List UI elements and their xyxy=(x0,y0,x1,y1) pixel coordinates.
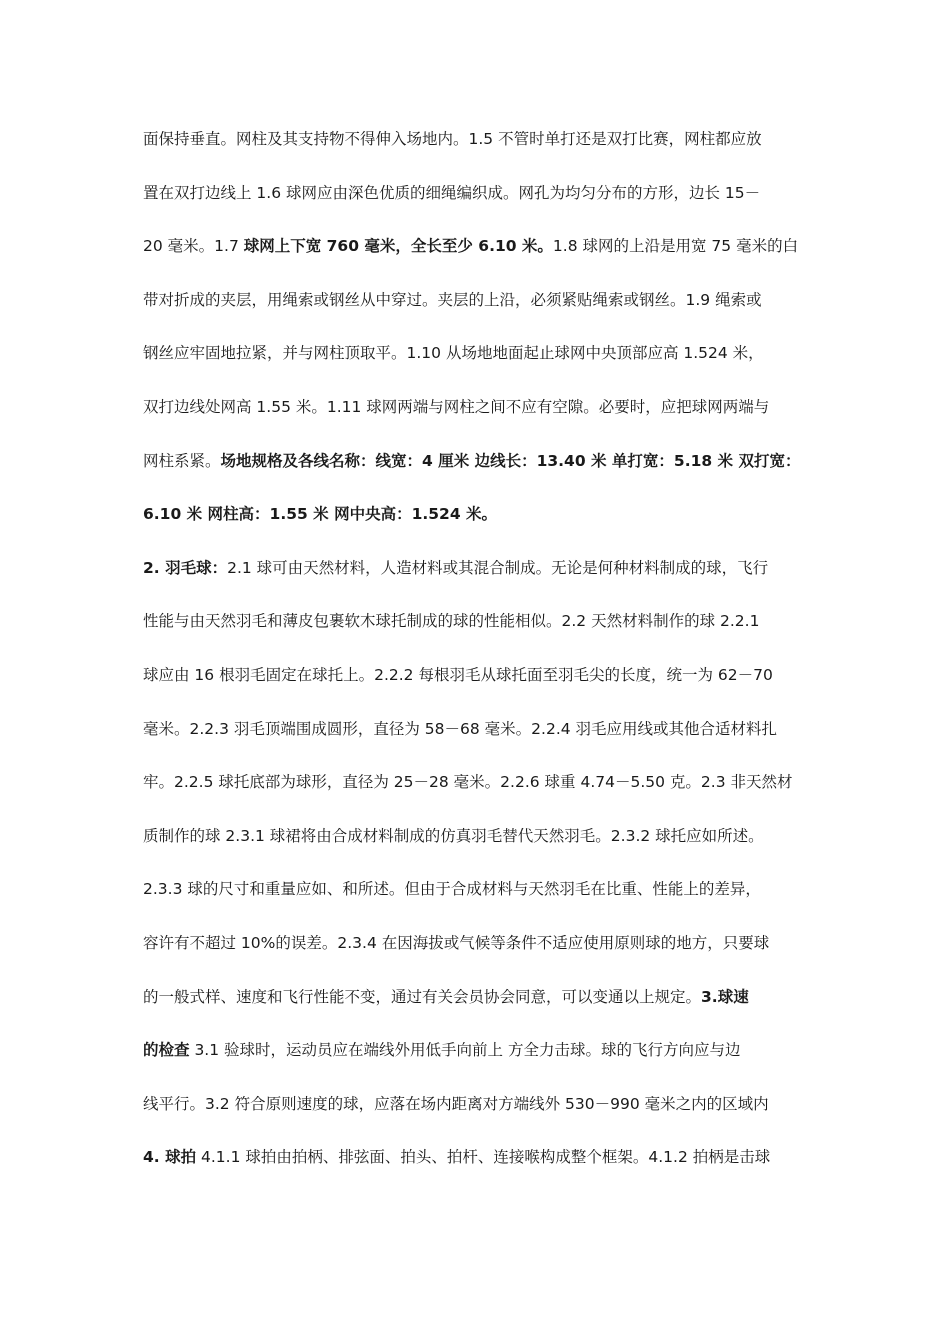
text-run: 性能与由天然羽毛和薄皮包裹软木球托制成的球的性能相似。2.2 天然材料制作的球 2.2.1 xyxy=(143,612,760,630)
bold-text-run: 2. 羽毛球： xyxy=(143,559,228,577)
text-line xyxy=(143,127,823,151)
text-run: 面保持垂直。网柱及其支持物不得伸入场地内。1.5 不管时单打还是双打比赛，网柱都应放 xyxy=(143,130,762,148)
text-line xyxy=(143,449,823,473)
text-line xyxy=(143,341,823,365)
text-line xyxy=(143,877,823,901)
text-line xyxy=(143,663,823,687)
text-line xyxy=(143,824,823,848)
text-line xyxy=(143,1038,823,1062)
text-run: 质制作的球 2.3.1 球裙将由合成材料制成的仿真羽毛替代天然羽毛。2.3.2 球托应如所述。 xyxy=(143,827,764,845)
text-run: 容许有不超过 10%的误差。2.3.4 在因海拔或气候等条件不适应使用原则球的地方，只要球 xyxy=(143,934,770,952)
text-line xyxy=(143,717,823,741)
bold-text-run: 球网上下宽 760 毫米，全长至少 6.10 米。 xyxy=(243,237,553,255)
text-line xyxy=(143,181,823,205)
bold-text-run: 场地规格及各线名称：线宽：4 厘米 边线长：13.40 米 单打宽：5.18 米 双打宽： xyxy=(220,452,801,470)
text-run: 牢。2.2.5 球托底部为球形，直径为 25－28 毫米。2.2.6 球重 4.74－5.50 克。2.3 非天然材 xyxy=(143,773,793,791)
text-line xyxy=(143,770,823,794)
text-run: 20 毫米。1.7 xyxy=(143,237,244,255)
text-run: 4.1.1 球拍由拍柄、排弦面、拍头、拍杆、连接喉构成整个框架。4.1.2 拍柄是击球 xyxy=(196,1148,771,1166)
text-run: 球应由 16 根羽毛固定在球托上。2.2.2 每根羽毛从球托面至羽毛尖的长度，统一为 62－70 xyxy=(143,666,773,684)
text-line xyxy=(143,234,823,258)
bold-text-run: 3.球速 xyxy=(701,988,749,1006)
text-line xyxy=(143,1145,823,1169)
bold-text-run: 6.10 米 网柱高：1.55 米 网中央高：1.524 米。 xyxy=(143,505,497,523)
text-run: 的一般式样、速度和飞行性能不变，通过有关会员协会同意，可以变通以上规定。 xyxy=(143,988,702,1006)
text-line xyxy=(143,556,823,580)
text-run: 2.3.3 球的尺寸和重量应如、和所述。但由于合成材料与天然羽毛在比重、性能上的差异， xyxy=(143,880,761,898)
text-run: 带对折成的夹层，用绳索或钢丝从中穿过。夹层的上沿，必须紧贴绳索或钢丝。1.9 绳索或 xyxy=(143,291,762,309)
text-run: 置在双打边线上 1.6 球网应由深色优质的细绳编织成。网孔为均匀分布的方形，边长 15－ xyxy=(143,184,761,202)
text-run: 2.1 球可由天然材料，人造材料或其混合制成。无论是何种材料制成的球，飞行 xyxy=(227,559,769,577)
text-line xyxy=(143,985,823,1009)
text-run: 钢丝应牢固地拉紧，并与网柱顶取平。1.10 从场地地面起止球网中央顶部应高 1.524 米， xyxy=(143,344,764,362)
text-line xyxy=(143,1092,823,1116)
text-run: 1.8 球网的上沿是用宽 75 毫米的白 xyxy=(552,237,799,255)
text-line xyxy=(143,288,823,312)
bold-text-run: 的检查 xyxy=(143,1041,190,1059)
text-run: 毫米。2.2.3 羽毛顶端围成圆形，直径为 58－68 毫米。2.2.4 羽毛应用线或其他合适材料扎 xyxy=(143,720,778,738)
text-line xyxy=(143,609,823,633)
text-run: 网柱系紧。 xyxy=(143,452,221,470)
text-line xyxy=(143,931,823,955)
text-run: 3.1 验球时，运动员应在端线外用低手向前上 方全力击球。球的飞行方向应与边 xyxy=(189,1041,741,1059)
text-line xyxy=(143,395,823,419)
text-run: 线平行。3.2 符合原则速度的球，应落在场内距离对方端线外 530－990 毫米之内的区域内 xyxy=(143,1095,769,1113)
bold-text-run: 4. 球拍 xyxy=(143,1148,197,1166)
text-run: 双打边线处网高 1.55 米。1.11 球网两端与网柱之间不应有空隙。必要时，应把球网两端与 xyxy=(143,398,770,416)
text-line xyxy=(143,502,823,526)
